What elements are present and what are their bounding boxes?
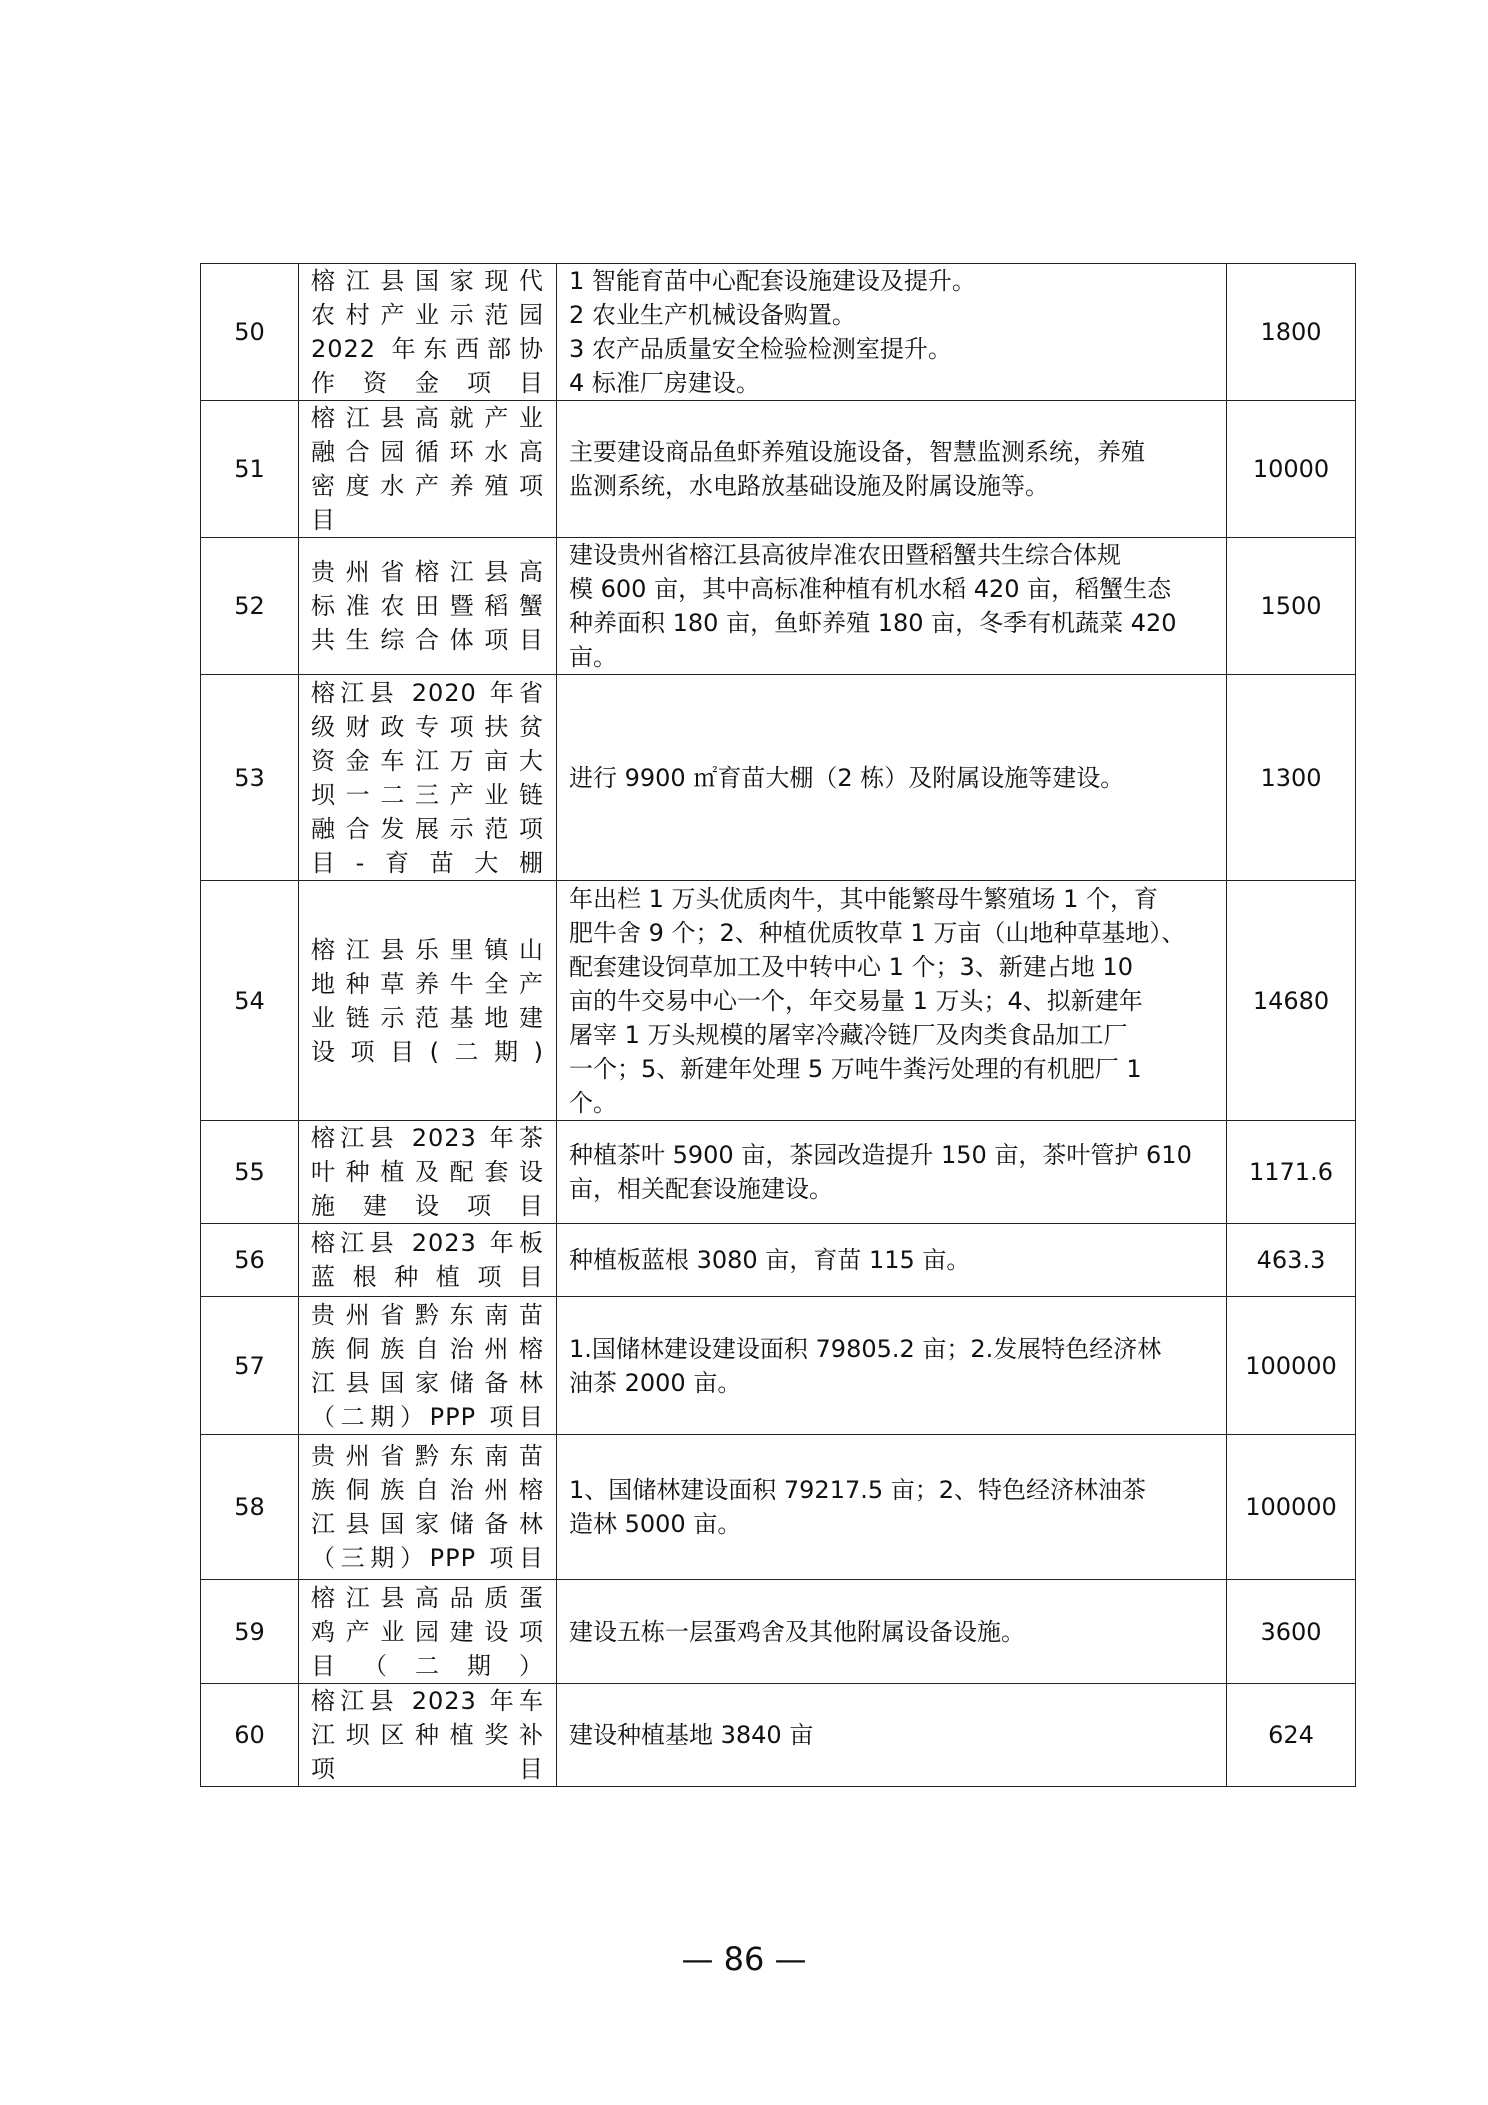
project-content-cell [557, 401, 1227, 538]
row-number-cell: 58 [201, 1435, 299, 1580]
investment-amount-cell: 100000 [1227, 1297, 1356, 1435]
investment-amount-cell: 624 [1227, 1684, 1356, 1787]
project-content-cell [557, 1121, 1227, 1224]
project-name-line: 贵州省黔东南苗 [311, 1300, 544, 1329]
table-row [201, 1224, 1356, 1297]
project-content-line: 种植板蓝根 3080 亩，育苗 115 亩。 [569, 1246, 971, 1274]
project-name-cell [299, 1580, 557, 1684]
project-name-line: 榕江县 2023 年车 [311, 1687, 544, 1715]
project-content-line: 配套建设饲草加工及中转中心 1 个；3、新建占地 10 [569, 952, 1133, 981]
investment-amount-cell: 463.3 [1227, 1224, 1356, 1297]
project-content-line: 1.国储林建设建设面积 79805.2 亩；2.发展特色经济林 [569, 1334, 1162, 1363]
project-name-line: 榕江县 2020 年省 [311, 678, 544, 707]
project-name-line: 贵州省黔东南苗 [311, 1442, 544, 1470]
table-row [201, 264, 1356, 401]
row-number-cell: 55 [201, 1121, 299, 1224]
row-number-cell: 50 [201, 264, 299, 401]
table-row [201, 538, 1356, 675]
project-name-line: 目 [311, 506, 336, 534]
project-table [200, 263, 1356, 1787]
project-name-line: 榕江县 2023 年板 [311, 1229, 544, 1257]
project-name-line: 族侗族自治州榕 [311, 1334, 544, 1363]
investment-amount-cell: 1800 [1227, 264, 1356, 401]
project-name-line: 榕江县 2023 年茶 [311, 1124, 544, 1152]
investment-amount-cell: 1171.6 [1227, 1121, 1356, 1224]
project-name-line: 共生综合体项目 [311, 626, 544, 654]
project-content-line: 肥牛舍 9 个；2、种植优质牧草 1 万亩（山地种草基地）、 [569, 918, 1186, 947]
investment-amount-cell: 1300 [1227, 675, 1356, 881]
project-name-line: 业链示范基地建 [311, 1003, 544, 1032]
project-name-line: 地种草养牛全产 [311, 969, 544, 998]
project-name-cell [299, 1684, 557, 1787]
project-name-cell [299, 1435, 557, 1580]
project-content-cell [557, 264, 1227, 401]
project-name-line: （二期）PPP 项目 [311, 1402, 544, 1431]
project-content-line: 个。 [569, 1088, 617, 1117]
project-name-line: 榕江县乐里镇山 [311, 935, 544, 964]
project-content-line: 建设五栋一层蛋鸡舍及其他附属设备设施。 [569, 1617, 1025, 1646]
table-row [201, 1297, 1356, 1435]
project-content-line: 进行 9900 ㎡育苗大棚（2 栋）及附属设施等建设。 [569, 763, 1125, 792]
project-content-line: 造林 5000 亩。 [569, 1510, 742, 1538]
project-name-cell [299, 1224, 557, 1297]
project-content-cell [557, 1297, 1227, 1435]
row-number-cell: 51 [201, 401, 299, 538]
project-content-line: 1、国储林建设面积 79217.5 亩；2、特色经济林油茶 [569, 1476, 1147, 1504]
project-name-cell [299, 881, 557, 1121]
project-content-line: 建设种植基地 3840 亩 [569, 1721, 814, 1749]
project-content-line: 油茶 2000 亩。 [569, 1368, 742, 1397]
table-row [201, 1121, 1356, 1224]
project-name-cell [299, 675, 557, 881]
project-name-line: 设项目(二期) [311, 1037, 544, 1066]
row-number-cell: 56 [201, 1224, 299, 1297]
project-name-line: 蓝根种植项目 [311, 1263, 544, 1291]
investment-amount-cell: 100000 [1227, 1435, 1356, 1580]
project-name-line: （三期）PPP 项目 [311, 1544, 544, 1572]
project-name-line: 农村产业示范园 [311, 301, 544, 329]
project-content-line: 建设贵州省榕江县高彼岸准农田暨稻蟹共生综合体规 [569, 541, 1121, 569]
table-body [201, 264, 1356, 1787]
project-name-line: 叶种植及配套设 [311, 1158, 544, 1186]
project-content-line: 4 标准厂房建设。 [569, 369, 760, 397]
row-number-cell: 53 [201, 675, 299, 881]
row-number-cell: 59 [201, 1580, 299, 1684]
project-content-line: 种养面积 180 亩，鱼虾养殖 180 亩，冬季有机蔬菜 420 [569, 609, 1177, 637]
project-name-line: 标准农田暨稻蟹 [311, 592, 544, 620]
project-content-line: 屠宰 1 万头规模的屠宰冷藏冷链厂及肉类食品加工厂 [569, 1020, 1128, 1049]
project-content-cell [557, 1580, 1227, 1684]
project-name-line: 目（二期） [311, 1651, 544, 1680]
project-name-line: 榕江县国家现代 [311, 267, 544, 295]
row-number-cell: 54 [201, 881, 299, 1121]
project-name-cell [299, 264, 557, 401]
project-name-line: 榕江县高就产业 [311, 404, 544, 432]
project-name-line: 资金车江万亩大 [311, 746, 544, 775]
table-row [201, 401, 1356, 538]
project-content-cell [557, 1684, 1227, 1787]
table-row [201, 1580, 1356, 1684]
project-content-line: 亩的牛交易中心一个，年交易量 1 万头；4、拟新建年 [569, 986, 1143, 1015]
row-number-cell: 60 [201, 1684, 299, 1787]
project-name-line: 坝一二三产业链 [311, 780, 544, 809]
project-content-cell [557, 1224, 1227, 1297]
row-number-cell: 57 [201, 1297, 299, 1435]
table-row [201, 881, 1356, 1121]
project-content-line: 亩，相关配套设施建设。 [569, 1175, 833, 1203]
project-name-line: 江坝区种植奖补 [311, 1721, 544, 1749]
project-name-line: 作资金项目 [311, 369, 544, 397]
table-row [201, 1435, 1356, 1580]
project-content-line: 一个；5、新建年处理 5 万吨牛粪污处理的有机肥厂 1 [569, 1054, 1142, 1083]
project-name-line: 密度水产养殖项 [311, 472, 544, 500]
project-content-line: 监测系统，水电路放基础设施及附属设施等。 [569, 472, 1049, 500]
project-name-line: 融合园循环水高 [311, 438, 544, 466]
project-content-cell [557, 881, 1227, 1121]
project-content-line: 2 农业生产机械设备购置。 [569, 301, 856, 329]
project-name-cell [299, 1297, 557, 1435]
project-name-line: 江县国家储备林 [311, 1510, 544, 1538]
project-name-line: 榕江县高品质蛋 [311, 1583, 544, 1612]
row-number-cell: 52 [201, 538, 299, 675]
project-name-cell [299, 401, 557, 538]
project-content-line: 模 600 亩，其中高标准种植有机水稻 420 亩，稻蟹生态 [569, 575, 1172, 603]
project-content-cell [557, 1435, 1227, 1580]
project-name-line: 目-育苗大棚 [311, 848, 544, 877]
project-name-line: 融合发展示范项 [311, 814, 544, 843]
project-content-line: 种植茶叶 5900 亩，茶园改造提升 150 亩，茶叶管护 610 [569, 1141, 1192, 1169]
investment-amount-cell: 14680 [1227, 881, 1356, 1121]
project-content-line: 年出栏 1 万头优质肉牛，其中能繁母牛繁殖场 1 个，育 [569, 884, 1159, 913]
investment-amount-cell: 1500 [1227, 538, 1356, 675]
project-content-line: 主要建设商品鱼虾养殖设施设备，智慧监测系统，养殖 [569, 438, 1145, 466]
project-name-line: 江县国家储备林 [311, 1368, 544, 1397]
project-content-line: 1 智能育苗中心配套设施建设及提升。 [569, 267, 976, 295]
project-name-line: 族侗族自治州榕 [311, 1476, 544, 1504]
project-content-line: 3 农产品质量安全检验检测室提升。 [569, 335, 952, 363]
project-name-line: 2022 年东西部协 [311, 335, 544, 363]
project-name-line: 鸡产业园建设项 [311, 1617, 544, 1646]
investment-amount-cell: 3600 [1227, 1580, 1356, 1684]
project-name-cell [299, 1121, 557, 1224]
project-content-cell [557, 538, 1227, 675]
project-content-line: 亩。 [569, 643, 617, 671]
project-name-line: 贵州省榕江县高 [311, 558, 544, 586]
project-content-cell [557, 675, 1227, 881]
project-name-line: 级财政专项扶贫 [311, 712, 544, 741]
page-number: — 86 — [681, 1940, 807, 1978]
investment-amount-cell: 10000 [1227, 401, 1356, 538]
project-name-cell [299, 538, 557, 675]
table-row [201, 1684, 1356, 1787]
project-name-line: 项目 [311, 1755, 544, 1783]
table-row [201, 675, 1356, 881]
project-name-line: 施建设项目 [311, 1192, 544, 1220]
